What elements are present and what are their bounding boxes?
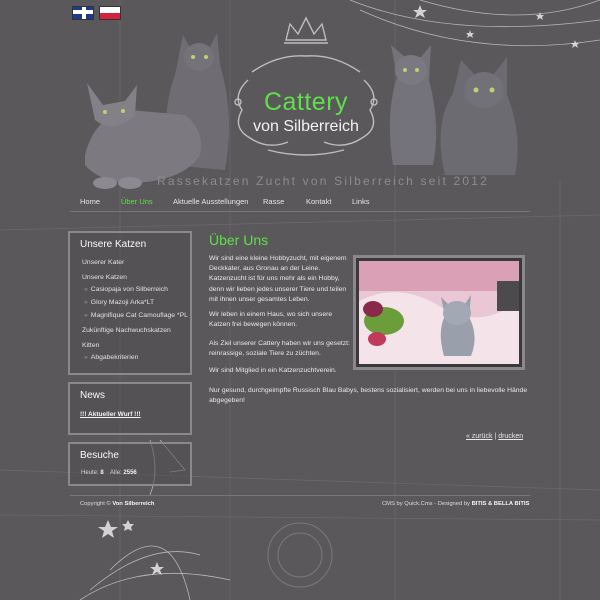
footer-credits bbox=[382, 501, 529, 507]
text-line: reinrassige, soziale Tiere zu züchten. bbox=[209, 350, 321, 358]
nav-ueber-uns[interactable]: Über Uns bbox=[121, 197, 153, 206]
designer-credit[interactable]: BITIS & BELLA BITIS bbox=[471, 501, 530, 507]
page-title: Über Uns bbox=[209, 232, 269, 248]
text-line: Katzenzucht ist für uns mehr als ein Hobby, bbox=[209, 275, 340, 283]
menu-unsere-katzen[interactable]: Unsere Katzen bbox=[82, 274, 127, 281]
kitten-photo-frame bbox=[353, 255, 525, 370]
member-paragraph bbox=[209, 366, 337, 376]
crown-ornament-icon bbox=[228, 10, 384, 160]
text-line: denn wir lieben jedes unserer Tiere und teilen bbox=[209, 285, 347, 293]
menu-unserer-kater[interactable]: Unserer Kater bbox=[82, 259, 125, 266]
logo-title: Cattery bbox=[263, 88, 349, 116]
visits-all-label: Alle: bbox=[110, 470, 122, 476]
cms-credit[interactable]: CMS by Quick.Cms - Designed by bbox=[382, 501, 470, 507]
nav-links[interactable]: Links bbox=[352, 197, 370, 206]
goal-paragraph bbox=[209, 339, 350, 359]
nav-rasse[interactable]: Rasse bbox=[263, 197, 285, 206]
text-line: Nur gesund, durchgeimpfte Russisch Blau Babys, bestens sozialisiert, werden bei uns in liebevolle Hände bbox=[209, 387, 528, 394]
link-separator: | bbox=[494, 433, 497, 440]
news-box bbox=[68, 382, 192, 435]
text-line: Katzen frei bewegen können. bbox=[209, 321, 298, 329]
text-line: Wir leben in einem Haus, wo sich unsere bbox=[209, 311, 333, 318]
logo-subtitle: von Silberreich bbox=[253, 118, 359, 135]
copyright-name: Von Silberreich bbox=[112, 501, 155, 507]
menu-abgabekriterien[interactable]: » Abgabekriterien bbox=[84, 354, 138, 361]
page-actions bbox=[466, 433, 523, 440]
visits-today-label: Heute: bbox=[81, 470, 99, 476]
back-link[interactable]: « zurück bbox=[466, 433, 493, 440]
copyright-label: Copyright © bbox=[80, 501, 111, 507]
tagline: Rassekatzen Zucht von Silberreich seit 2012 bbox=[157, 174, 490, 188]
text-line: Wir sind Mitglied in ein Katzenzuchtverein. bbox=[209, 367, 337, 374]
cats-right-image bbox=[383, 5, 533, 190]
text-line: Wir sind eine kleine Hobbyzucht, mit eigenem bbox=[209, 255, 347, 262]
katzen-menu-title: Unsere Katzen bbox=[80, 239, 147, 250]
text-line: mit ihnen unser gesamtes Leben. bbox=[209, 295, 310, 303]
house-paragraph bbox=[209, 310, 332, 330]
menu-casiopaja[interactable]: » Casiopaja von Silberreich bbox=[84, 286, 168, 293]
menu-zukuenftige-nachwuchskatzen[interactable]: Zukünftige Nachwuchskatzen bbox=[82, 327, 171, 334]
nav-home[interactable]: Home bbox=[80, 197, 101, 206]
news-title: News bbox=[80, 390, 106, 401]
katzen-menu-box bbox=[68, 231, 192, 375]
footer-divider bbox=[70, 495, 530, 496]
nav-divider bbox=[70, 211, 530, 212]
print-link[interactable]: drucken bbox=[498, 433, 524, 440]
footer-copyright bbox=[80, 501, 154, 507]
main-nav bbox=[70, 192, 530, 210]
text-line: Deckkater, aus Gronau an der Leine. bbox=[209, 265, 321, 273]
nav-kontakt[interactable]: Kontakt bbox=[306, 197, 332, 206]
besuche-box bbox=[68, 442, 192, 486]
kitten-photo[interactable] bbox=[359, 261, 519, 364]
news-aktueller-wurf-link[interactable]: !!! Aktueller Wurf !!! bbox=[80, 411, 141, 418]
cats-left-image bbox=[75, 5, 235, 190]
menu-glory-mazoji[interactable]: » Glory Mazoji Arka*LT bbox=[84, 299, 154, 306]
text-line: abgegeben! bbox=[209, 397, 245, 405]
menu-magnifique-cat[interactable]: » Magnifique Cat Camouflage *PL bbox=[84, 312, 188, 319]
visits-counter bbox=[81, 470, 137, 476]
health-paragraph bbox=[209, 386, 527, 406]
logo[interactable] bbox=[228, 10, 384, 160]
visits-all-value: 2556 bbox=[123, 470, 137, 476]
besuche-title: Besuche bbox=[80, 450, 119, 461]
nav-aktuelle-ausstellungen[interactable]: Aktuelle Ausstellungen bbox=[173, 197, 249, 206]
text-line: Als Ziel unserer Cattery haben wir uns gesetzt: bbox=[209, 340, 350, 347]
menu-kitten[interactable]: Kitten bbox=[82, 342, 100, 349]
visits-today-value: 8 bbox=[100, 470, 104, 476]
intro-paragraph bbox=[209, 254, 347, 305]
